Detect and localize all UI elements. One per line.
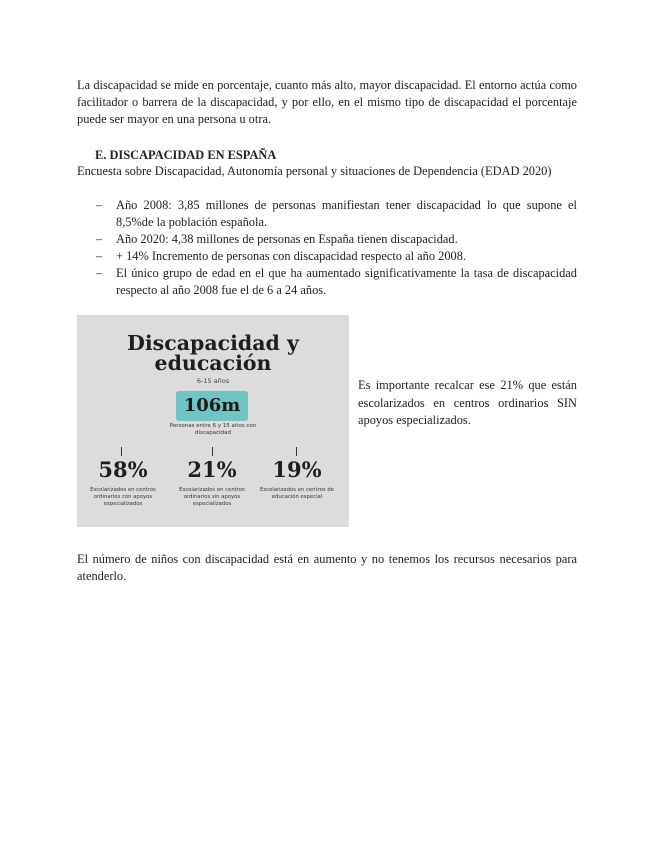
stat-tick-mark xyxy=(121,447,122,456)
stat-value: 58% xyxy=(98,457,148,482)
dash-bullet-icon: – xyxy=(96,266,103,280)
list-item xyxy=(77,231,577,248)
list-item xyxy=(77,197,577,231)
list-item-text: Año 2020: 4,38 millones de personas en España tienen discapacidad. xyxy=(116,232,458,246)
survey-paragraph: Encuesta sobre Discapacidad, Autonomía personal y situaciones de Dependencia (EDAD 2020) xyxy=(77,164,552,178)
infographic-total-caption: Personas entre 6 y 15 años con discapacidad xyxy=(169,423,257,436)
section-heading: E. DISCAPACIDAD EN ESPAÑA xyxy=(95,148,277,162)
highlight-note: Es importante recalcar ese 21% que están escolarizados en centros ordinarios SIN apoyos especializados. xyxy=(358,378,577,427)
list-item xyxy=(77,265,577,299)
dash-bullet-icon: – xyxy=(96,232,103,246)
infographic-title-line2: educación xyxy=(154,351,272,375)
stat-tick-mark xyxy=(212,447,213,456)
list-item-text: + 14% Incremento de personas con discapacidad respecto al año 2008. xyxy=(116,249,467,263)
stat-value: 21% xyxy=(187,457,237,482)
infographic-age-range: 6-15 años xyxy=(196,377,230,385)
list-item xyxy=(77,248,577,265)
list-item-text: Año 2008: 3,85 millones de personas manifiestan tener discapacidad lo que supone el 8,5%de la población española. xyxy=(116,198,577,229)
infographic-total-badge: 106m xyxy=(176,391,248,421)
intro-paragraph: La discapacidad se mide en porcentaje, cuanto más alto, mayor discapacidad. El entorno actúa como facilitador o barrera de la discapacidad, y por ello, en el mismo tipo de discapacidad el porcentaje puede ser mayor en una persona u otra. xyxy=(77,78,577,126)
stat-caption: Escolarizados en centros ordinarios sin apoyos especializados xyxy=(179,487,245,507)
dash-bullet-icon: – xyxy=(96,249,103,263)
stat-value: 19% xyxy=(272,457,322,482)
dash-bullet-icon: – xyxy=(96,198,103,212)
statistics-list xyxy=(77,197,577,299)
stat-caption: Escolarizados en centros de educación especial xyxy=(260,487,334,500)
stat-caption: Escolarizados en centros ordinarios con apoyos especializados xyxy=(90,487,156,507)
education-infographic xyxy=(77,315,349,527)
list-item-text: El único grupo de edad en el que ha aumentado significativamente la tasa de discapacidad respecto al año 2008 fue el de 6 a 24 años. xyxy=(116,266,577,297)
stat-tick-mark xyxy=(296,447,297,456)
infographic-title-line1: Discapacidad y xyxy=(127,331,299,355)
closing-paragraph: El número de niños con discapacidad está en aumento y no tenemos los recursos necesarios para atenderlo. xyxy=(77,552,577,583)
